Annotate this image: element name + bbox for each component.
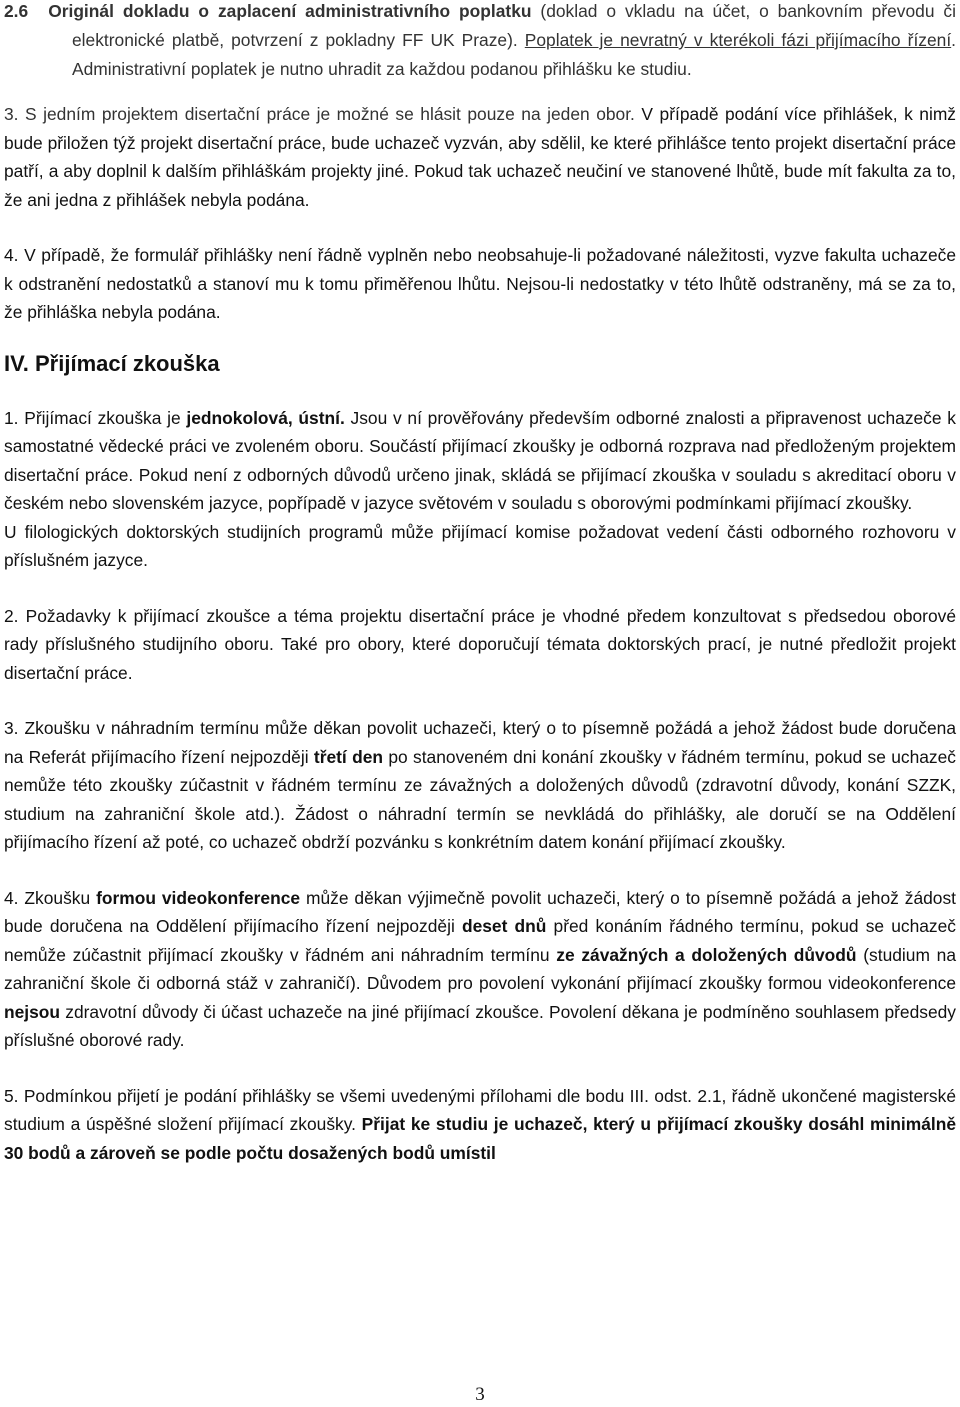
paragraph-5: [4, 1082, 956, 1168]
p4-e: zdravotní důvody či účast uchazeče na jiné přijímací zkoušce. Povolení děkana je podmíněno souhlasem předsedy příslušné oborové rady.: [4, 1001, 956, 1050]
section-heading: IV. Přijímací zkouška: [4, 350, 220, 376]
item-4-text: 4. V případě, že formulář přihlášky není řádně vyplněn nebo neobsahuje-li požadované náležitosti, vyzve fakulta uchazeče k odstranění nedostatků a stanoví mu k tomu přiměřenou lhůtu. Nejsou-li nedostatky v této lhůtě odstraněny, má se za to, že přihláška nebyla podána.: [4, 245, 956, 322]
p4-bold-4: nejsou: [4, 1001, 61, 1022]
p5-a: 5. Podmínkou přijetí je podání přihlášky se všemi uvedenými přílohami dle bodu III. odst. 2.1, řádně ukončené magisterské studium a úspěšné složení přijímací zkoušky.: [4, 1085, 956, 1134]
item-2-6-title: Originál dokladu o zaplacení administrativního poplatku: [48, 1, 532, 21]
item-2-6: [4, 0, 956, 84]
p5-bold: Přijat ke studiu je uchazeč, který u přijímací zkoušky dosáhl minimálně 30 bodů a zároveň se podle počtu dosažených bodů umístil: [4, 1114, 957, 1163]
item-3: [4, 100, 956, 214]
p4-d: (studium na zahraniční škole či odborná stáž v zahraničí). Důvodem pro povolení vykonání přijímací zkoušky formou videokonference: [4, 944, 956, 993]
item-3-lead: 3. S jedním projektem disertační práce je možné se hlásit pouze na jeden obor.: [4, 104, 642, 124]
item-2-6-rest: . Administrativní poplatek je nutno uhradit za každou podanou přihlášku ke studiu.: [72, 30, 957, 79]
p4-a: 4. Zkoušku: [4, 887, 97, 908]
item-2-6-number: 2.6: [4, 1, 29, 21]
p1-a: 1. Přijímací zkouška je: [4, 407, 187, 428]
p4-c: před konáním řádného termínu, pokud se uchazeč nemůže zúčastnit přijímací zkoušky v řádném ani náhradním termínu: [4, 916, 956, 965]
p4-b: může děkan výjimečně povolit uchazeči, který o to písemně požádá a jehož žádost bude doručena na Oddělení přijímacího řízení nejpozději: [4, 887, 956, 936]
item-2-6-paren: (doklad o vkladu na účet, o bankovním převodu či elektronické platbě, potvrzení z pokladny FF UK Praze).: [72, 1, 956, 50]
p1-bold: jednokolová, ústní.: [186, 407, 345, 428]
p1-b: Jsou v ní prověřovány především odborné znalosti a připravenost uchazeče k samostatné vědecké práci ve zvoleném oboru. Součástí přijímací zkoušky je odborná rozprava nad předloženým projektem disertační práce. Pokud není z odborných důvodů určeno jinak, skládá se přijímací zkouška v souladu s akreditací oboru v českém nebo slovenském jazyce, popřípadě v jazyce světovém v souladu s oborovými podmínkami přijímací zkoušky.: [4, 407, 956, 513]
p4-bold-2: deset dnů: [461, 916, 547, 936]
item-4: [4, 241, 956, 327]
paragraph-4: [4, 884, 956, 1055]
p2-text: 2. Požadavky k přijímací zkoušce a téma projektu disertační práce je vhodné předem konzultovat s předsedou oborové rady příslušného studijního oboru. Také pro obory, které doporučují témata doktorských prací, je nutné předložit projekt disertační práce.: [4, 605, 956, 683]
p3-b: po stanoveném dni konání zkoušky v řádném termínu, pokud se uchazeč nemůže této zkoušky zúčastnit v řádném termínu ze závažných a doložených důvodů (zdravotní důvody, konání SZZK, studium na zahraniční škole atd.). Žádost o náhradní termín se nevkládá do přihlášky, ale doručí se na Oddělení přijímacího řízení až poté, co uchazeč obdrží pozvánku s konkrétním datem konání přijímací zkoušky.: [4, 746, 956, 852]
paragraph-3: [4, 714, 956, 857]
p3-a: 3. Zkoušku v náhradním termínu může děkan povolit uchazeči, který o to písemně požádá a jehož žádost bude doručena na Referát přijímacího řízení nejpozději: [4, 718, 956, 767]
p3-bold: třetí den: [313, 746, 384, 767]
p4-bold-3: ze závažných a doložených důvodů: [556, 944, 857, 965]
paragraph-1-continued: [4, 518, 956, 575]
item-2-6-underlined: Poplatek je nevratný v kterékoli fázi přijímacího řízení: [524, 30, 952, 50]
page-number: 3: [475, 1384, 485, 1405]
item-3-body: V případě podání více přihlášek, k nimž bude přiložen týž projekt disertační práce, bude uchazeč vyzván, aby sdělil, ke které přihlášce tento projekt disertační práce patří, a aby doplnil k dalším přihláškám projekty jiné. Pokud tak uchazeč neučiní ve stanovené lhůtě, bude mít fakulta za to, že ani jedna z přihlášek nebyla podána.: [4, 104, 956, 210]
paragraph-1: [4, 404, 956, 518]
document-page: [4, 0, 956, 1167]
p4-bold-1: formou videokonference: [96, 887, 301, 908]
p1-c: U filologických doktorských studijních programů může přijímací komise požadovat vedení části odborného rozhovoru v příslušném jazyce.: [4, 521, 956, 570]
paragraph-2: [4, 602, 956, 688]
